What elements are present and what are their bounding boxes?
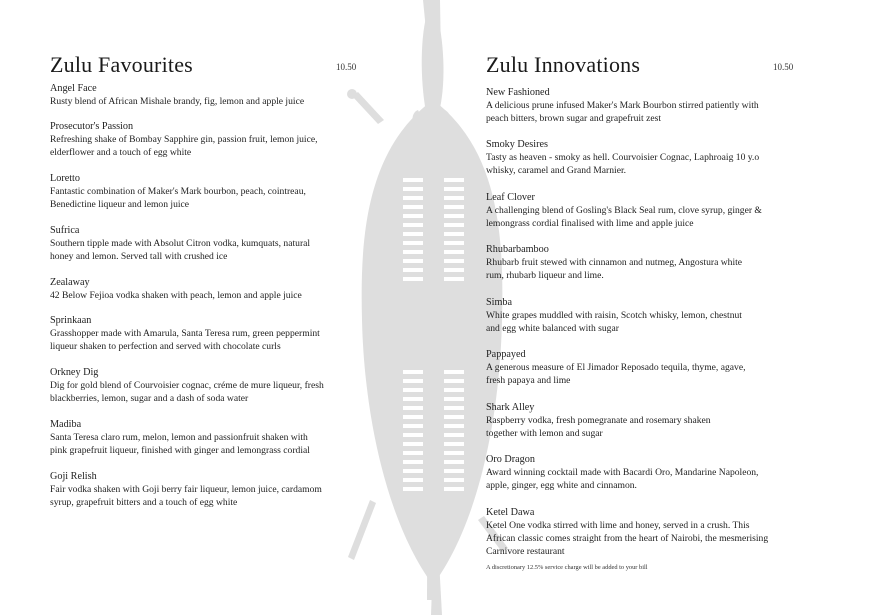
item-name: Simba (486, 297, 513, 308)
item-description (486, 361, 796, 387)
menu-item (50, 276, 350, 302)
description-line: Benedictine liqueur and lemon juice (50, 199, 190, 210)
description-line: A generous measure of El Jimador Reposado tequila, thyme, agave, (486, 362, 746, 373)
item-name: Smoky Desires (486, 139, 548, 150)
menu-item (50, 366, 350, 405)
innovations-header (486, 52, 796, 82)
item-name: Ketel Dawa (486, 507, 535, 518)
description-line: peach bitters, brown sugar and grapefruit zest (486, 113, 662, 124)
description-line: fresh papaya and lime (486, 375, 571, 386)
item-name: Pappayed (486, 349, 526, 360)
item-description (50, 237, 350, 263)
item-name: Sufrica (50, 225, 80, 236)
menu-item (50, 172, 350, 211)
menu-item (486, 506, 796, 558)
description-line: Grasshopper made with Amarula, Santa Teresa rum, green peppermint (50, 328, 320, 339)
description-line: Refreshing shake of Bombay Sapphire gin, passion fruit, lemon juice, (50, 134, 318, 145)
item-description (50, 95, 350, 108)
section-price: 10.50 (336, 62, 357, 72)
item-description (50, 327, 350, 353)
innovations-section (486, 52, 796, 571)
item-name: Oro Dragon (486, 454, 535, 465)
description-line: Carnivore restaurant (486, 546, 565, 557)
description-line: Award winning cocktail made with Bacardi Oro, Mandarine Napoleon, (486, 467, 759, 478)
menu-item (486, 86, 796, 125)
section-title: Zulu Favourites (50, 52, 193, 77)
description-line: lemongrass cordial finalised with lime and apple juice (486, 218, 694, 229)
menu-item (486, 138, 796, 177)
section-price: 10.50 (773, 62, 794, 72)
item-description (486, 99, 796, 125)
description-line: apple, ginger, egg white and cinnamon. (486, 480, 637, 491)
description-line: Fair vodka shaken with Goji berry fair liqueur, lemon juice, cardamom (50, 484, 322, 495)
description-line: Ketel One vodka stirred with lime and honey, served in a crush. This (486, 520, 750, 531)
description-line: 42 Below Fejioa vodka shaken with peach, lemon and apple juice (50, 290, 302, 301)
description-line: elderflower and a touch of egg white (50, 147, 192, 158)
menu-item (50, 224, 350, 263)
favourites-section (50, 52, 357, 508)
description-line: whisky, caramel and Grand Marnier. (486, 165, 627, 176)
item-description (486, 256, 796, 282)
item-name: Zealaway (50, 277, 90, 288)
description-line: Dig for gold blend of Courvoisier cognac, créme de mure liqueur, fresh (50, 380, 324, 391)
menu-item (486, 348, 796, 387)
item-name: Orkney Dig (50, 367, 99, 378)
item-name: Goji Relish (50, 471, 97, 482)
section-title: Zulu Innovations (486, 52, 641, 77)
description-line: White grapes muddled with raisin, Scotch whisky, lemon, chestnut (486, 310, 742, 321)
description-line: Fantastic combination of Maker's Mark bourbon, peach, cointreau, (50, 186, 306, 197)
item-name: Shark Alley (486, 402, 535, 413)
menu-item (50, 314, 350, 353)
menu-item (486, 243, 796, 282)
description-line: A delicious prune infused Maker's Mark Bourbon stirred patiently with (486, 100, 759, 111)
menu-item (486, 191, 796, 230)
item-description (486, 309, 796, 335)
description-line: Tasty as heaven - smoky as hell. Courvoisier Cognac, Laphroaig 10 y.o (486, 152, 760, 163)
menu-item (486, 401, 796, 440)
item-name: Prosecutor's Passion (50, 121, 134, 132)
item-name: Rhubarbamboo (486, 244, 549, 255)
description-line: liqueur shaken to perfection and served with chocolate curls (50, 341, 281, 352)
item-description (486, 204, 796, 230)
description-line: blackberries, lemon, sugar and a dash of soda water (50, 393, 249, 404)
description-line: rum, rhubarb liqueur and lime. (486, 270, 604, 281)
description-line: and egg white balanced with sugar (486, 323, 619, 334)
favourites-header (50, 52, 357, 82)
description-line: Raspberry vodka, fresh pomegranate and rosemary shaken (486, 415, 711, 426)
item-description (50, 483, 350, 509)
menu-item (50, 82, 350, 108)
item-description (50, 379, 350, 405)
item-description (50, 289, 350, 302)
item-description (486, 466, 796, 492)
description-line: honey and lemon. Served tall with crushed ice (50, 251, 228, 262)
item-description (50, 431, 350, 457)
item-description (486, 519, 796, 558)
item-name: Madiba (50, 419, 82, 430)
item-name: Sprinkaan (50, 315, 92, 326)
item-description (486, 414, 796, 440)
menu-item (50, 120, 350, 159)
item-name: New Fashioned (486, 87, 550, 98)
item-description (486, 151, 796, 177)
description-line: Santa Teresa claro rum, melon, lemon and passionfruit shaken with (50, 432, 308, 443)
item-name: Loretto (50, 173, 80, 184)
description-line: syrup, grapefruit bitters and a touch of egg white (50, 497, 238, 508)
description-line: pink grapefruit liqueur, finished with ginger and lemongrass cordial (50, 445, 310, 456)
item-description (50, 133, 350, 159)
menu-item (486, 453, 796, 492)
description-line: together with lemon and sugar (486, 428, 603, 439)
menu-item (50, 470, 350, 509)
description-line: Rusty blend of African Mishale brandy, fig, lemon and apple juice (50, 96, 305, 107)
item-name: Angel Face (50, 83, 97, 94)
service-charge-note: A discretionary 12.5% service charge will be added to your bill (486, 564, 648, 571)
description-line: Southern tipple made with Absolut Citron vodka, kumquats, natural (50, 238, 311, 249)
description-line: A challenging blend of Gosling's Black Seal rum, clove syrup, ginger & (486, 205, 762, 216)
description-line: Rhubarb fruit stewed with cinnamon and nutmeg, Angostura white (486, 257, 743, 268)
menu-item (50, 418, 350, 457)
description-line: African classic comes straight from the heart of Nairobi, the mesmerising (486, 533, 769, 544)
item-description (50, 185, 350, 211)
item-name: Leaf Clover (486, 192, 535, 203)
menu-item (486, 296, 796, 335)
